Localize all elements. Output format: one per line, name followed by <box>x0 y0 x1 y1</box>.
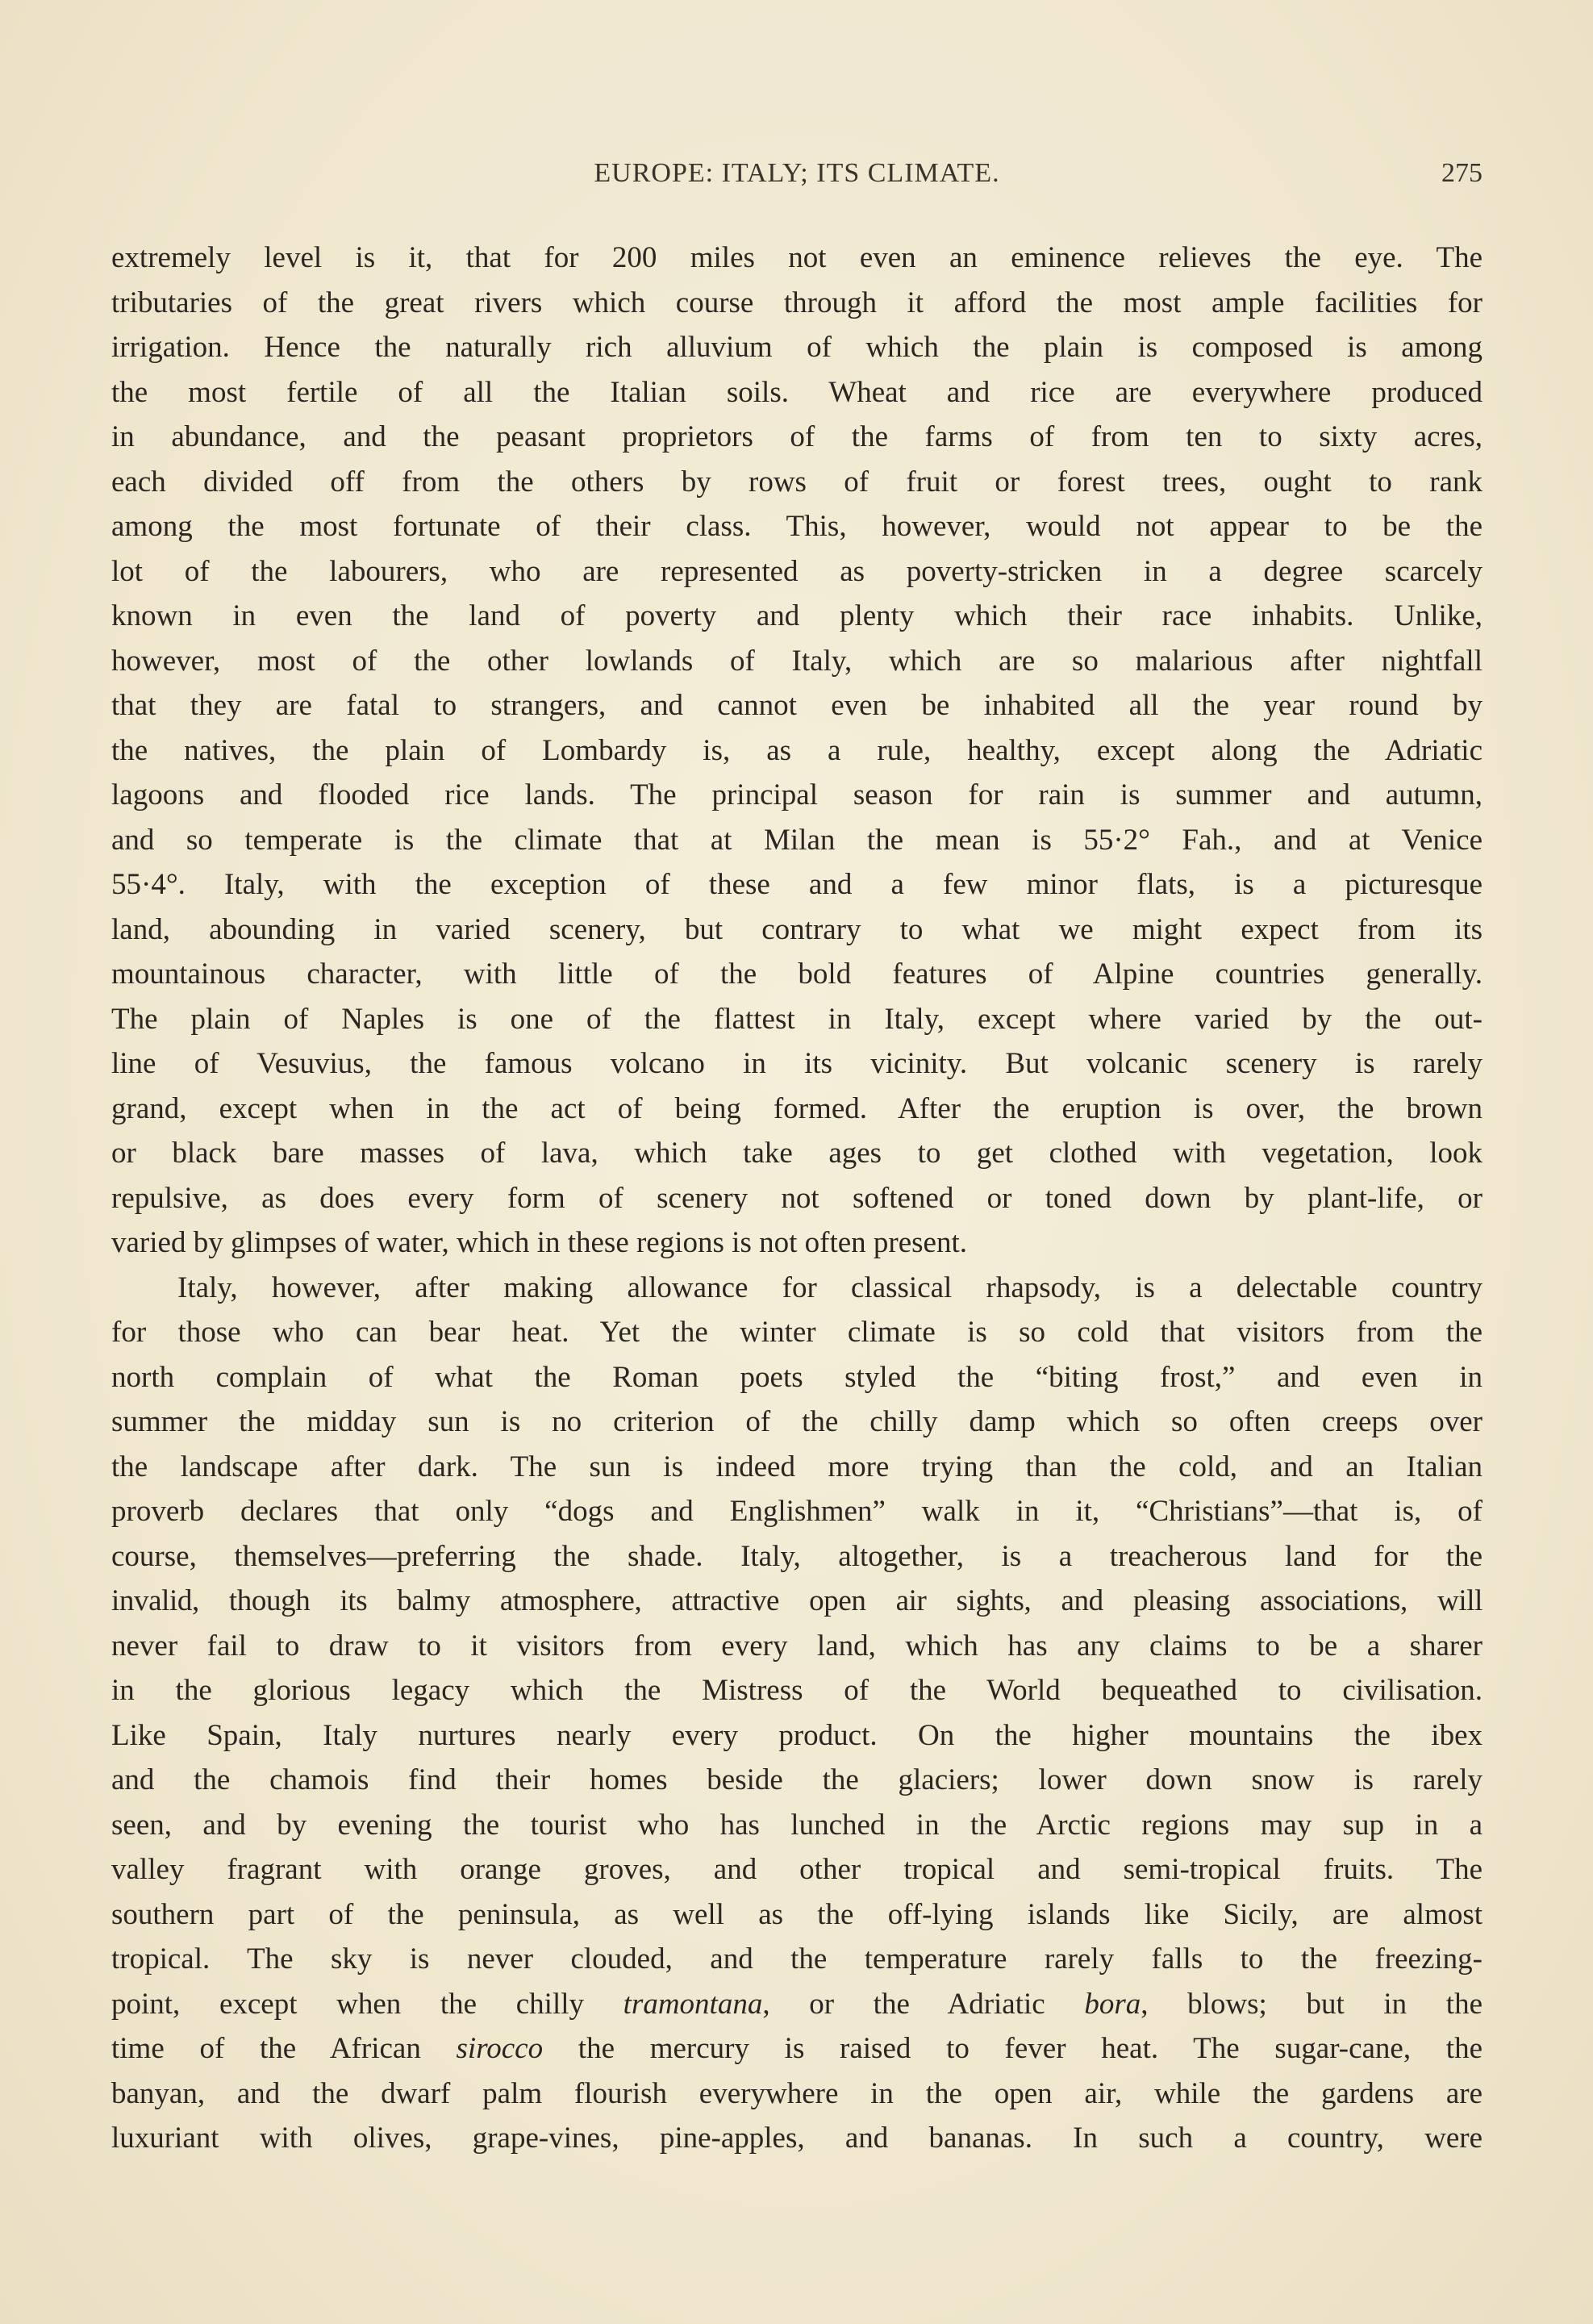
text-run: time of the African <box>111 2032 421 2065</box>
text-line: seen, and by evening the tourist who has lunched in the Arctic regions may sup in a <box>111 1808 1482 1842</box>
body-text <box>111 236 1482 2161</box>
text-line: lagoons and flooded rice lands. The principal season for rain is summer and autumn, <box>111 778 1482 812</box>
text-line: known in even the land of poverty and plenty which their race inhabits. Unlike, <box>111 599 1482 632</box>
text-line: tributaries of the great rivers which course through it afford the most ample facilities for <box>111 286 1482 319</box>
text-run: the mercury is raised to fever heat. The sugar-cane, the <box>578 2032 1483 2065</box>
text-line: that they are fatal to strangers, and cannot even be inhabited all the year round by <box>111 689 1482 722</box>
text-line: the natives, the plain of Lombardy is, as a rule, healthy, except along the Adriatic <box>111 733 1482 767</box>
text-line: among the most fortunate of their class. This, however, would not appear to be the <box>111 510 1482 543</box>
italic-term: bora <box>1084 1987 1141 2021</box>
text-run: point, except when the chilly <box>111 1987 585 2021</box>
text-line: extremely level is it, that for 200 miles not even an eminence relieves the eye. The <box>111 241 1482 274</box>
text-line: grand, except when in the act of being formed. After the eruption is over, the brown <box>111 1091 1482 1125</box>
text-line: mountainous character, with little of the bold features of Alpine countries generally. <box>111 958 1482 991</box>
text-run: , or the Adriatic <box>762 1987 1045 2021</box>
text-line: invalid, though its balmy atmosphere, attractive open air sights, and pleasing associations, will <box>111 1584 1482 1617</box>
text-line: repulsive, as does every form of scenery not softened or toned down by plant-life, or <box>111 1181 1482 1215</box>
text-run: , blows; but in the <box>1141 1987 1482 2021</box>
page-number: 275 <box>1441 158 1482 188</box>
text-line: proverb declares that only “dogs and Englishmen” walk in it, “Christians”—that is, of <box>111 1495 1482 1528</box>
text-line: for those who can bear heat. Yet the winter climate is so cold that visitors from the <box>111 1316 1482 1349</box>
text-line: land, abounding in varied scenery, but contrary to what we might expect from its <box>111 912 1482 946</box>
text-line: never fail to draw to it visitors from every land, which has any claims to be a sharer <box>111 1629 1482 1663</box>
text-line: and the chamois find their homes beside the glaciers; lower down snow is rarely <box>111 1763 1482 1796</box>
text-line: the most fertile of all the Italian soils. Wheat and rice are everywhere produced <box>111 375 1482 409</box>
text-line: The plain of Naples is one of the flattest in Italy, except where varied by the out- <box>111 1002 1482 1036</box>
text-line: and so temperate is the climate that at Milan the mean is 55·2° Fah., and at Venice <box>111 823 1482 857</box>
text-line: course, themselves—preferring the shade. Italy, altogether, is a treacherous land for the <box>111 1539 1482 1573</box>
text-line: each divided off from the others by rows of fruit or forest trees, ought to rank <box>111 465 1482 499</box>
text-line: in abundance, and the peasant proprietors of the farms of from ten to sixty acres, <box>111 420 1482 453</box>
italic-term: sirocco <box>456 2032 544 2065</box>
text-line: or black bare masses of lava, which take ages to get clothed with vegetation, look <box>111 1137 1482 1170</box>
text-line: summer the midday sun is no criterion of the chilly damp which so often creeps over <box>111 1405 1482 1438</box>
text-line: lot of the labourers, who are represented as poverty-stricken in a degree scarcely <box>111 554 1482 588</box>
page-title: EUROPE: ITALY; ITS CLIMATE. <box>594 158 1000 188</box>
italic-term: tramontana <box>623 1987 763 2021</box>
text-line: in the glorious legacy which the Mistress of the World bequeathed to civilisation. <box>111 1674 1482 1707</box>
text-line: valley fragrant with orange groves, and other tropical and semi-tropical fruits. The <box>111 1853 1482 1886</box>
text-line-mixed <box>111 2026 1482 2072</box>
text-line-mixed <box>111 1982 1482 2027</box>
paragraph-start-line: Italy, however, after making allowance for classical rhapsody, is a delectable country <box>177 1270 1482 1304</box>
text-line: varied by glimpses of water, which in these regions is not often present. <box>111 1226 967 1259</box>
text-line: Like Spain, Italy nurtures nearly every product. On the higher mountains the ibex <box>111 1718 1482 1752</box>
text-line: southern part of the peninsula, as well as the off-lying islands like Sicily, are almost <box>111 1897 1482 1931</box>
text-line: however, most of the other lowlands of Italy, which are so malarious after nightfall <box>111 644 1482 678</box>
text-line: 55·4°. Italy, with the exception of these and a few minor flats, is a picturesque <box>111 868 1482 901</box>
text-line: luxuriant with olives, grape-vines, pine-apples, and bananas. In such a country, were <box>111 2122 1482 2155</box>
text-line: irrigation. Hence the naturally rich alluvium of which the plain is composed is among <box>111 331 1482 364</box>
text-line: banyan, and the dwarf palm flourish everywhere in the open air, while the gardens are <box>111 2076 1482 2110</box>
text-line: tropical. The sky is never clouded, and the temperature rarely falls to the freezing- <box>111 1942 1482 1976</box>
running-head <box>111 158 1482 198</box>
text-line: north complain of what the Roman poets styled the “biting frost,” and even in <box>111 1360 1482 1394</box>
text-line: line of Vesuvius, the famous volcano in its vicinity. But volcanic scenery is rarely <box>111 1047 1482 1080</box>
text-line: the landscape after dark. The sun is indeed more trying than the cold, and an Italian <box>111 1450 1482 1483</box>
